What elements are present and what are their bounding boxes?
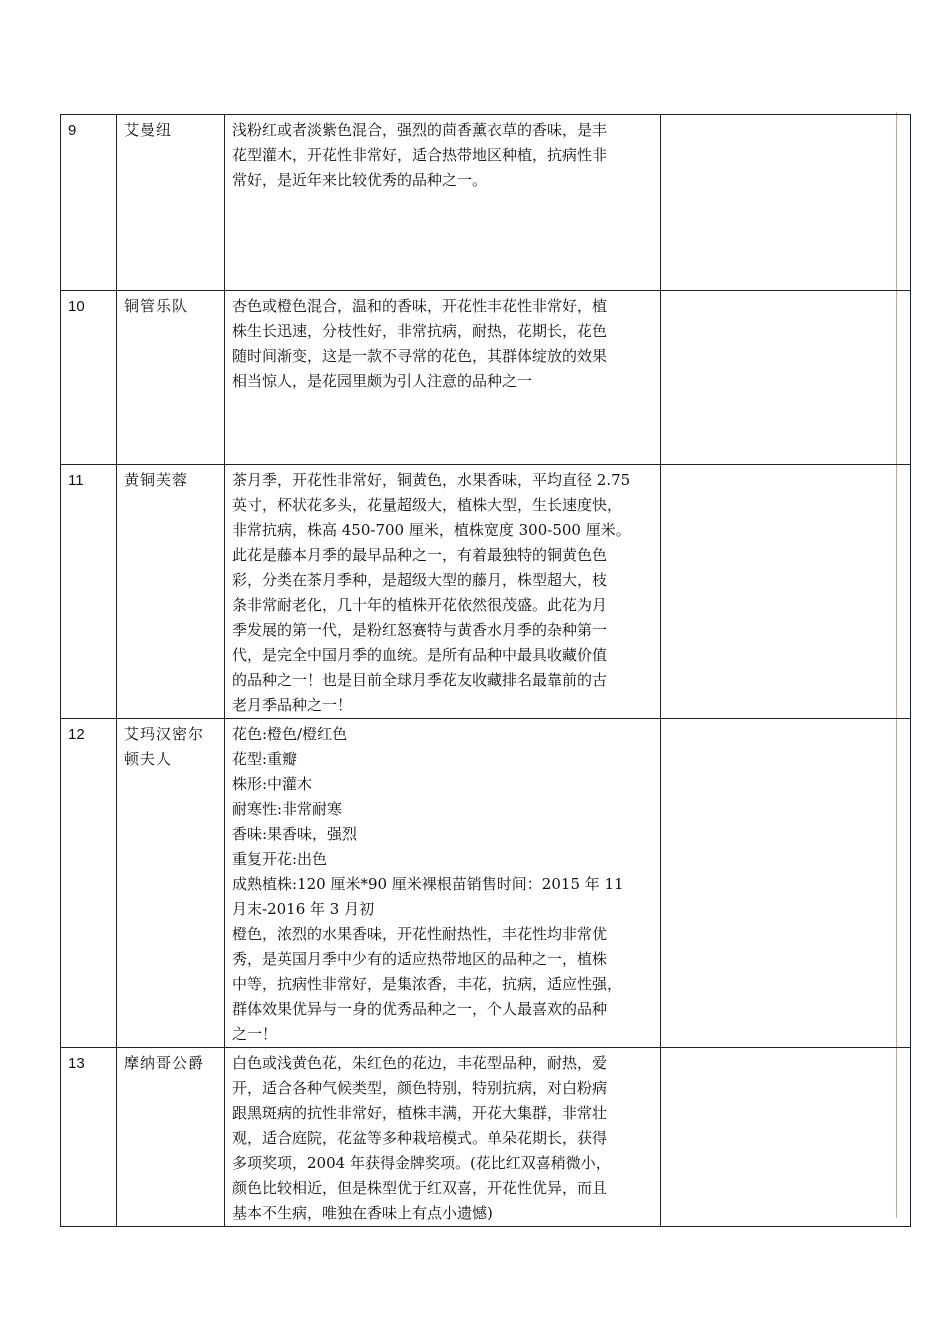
table-row <box>61 1048 911 1227</box>
rose-variety-table <box>60 114 911 1227</box>
variety-name: 摩纳哥公爵 <box>117 1048 225 1227</box>
table-row <box>61 465 911 719</box>
row-number: 12 <box>61 719 117 1048</box>
row-number: 10 <box>61 291 117 465</box>
table-row <box>61 115 911 291</box>
row-number: 9 <box>61 115 117 291</box>
variety-name: 艾曼纽 <box>117 115 225 291</box>
variety-name: 黄铜芙蓉 <box>117 465 225 719</box>
variety-description: 杏色或橙色混合，温和的香味，开花性丰花性非常好，植 株生长迅速，分枝性好，非常抗病，耐热，花期长，花色 随时间渐变，这是一款不寻常的花色，其群体绽放的效果 相当惊人，是花园里颇为引人注意的品种之一 <box>225 291 661 465</box>
variety-description: 花色:橙色/橙红色 花型:重瓣 株形:中灌木 耐寒性:非常耐寒 香味:果香味，强烈 重复开花:出色 成熟植株:120 厘米*90 厘米裸根苗销售时间：2015 年 11 月末-2016 年 3 月初 橙色，浓烈的水果香味，开花性耐热性，丰花性均非常优 秀，是英国月季中少有的适应热带地区的品种之一，植株 中等，抗病性非常好，是集浓香，丰花，抗病，适应性强， 群体效果优异与一身的优秀品种之一，个人最喜欢的品种 之一！ <box>225 719 661 1048</box>
row-number: 11 <box>61 465 117 719</box>
empty-cell <box>661 1048 911 1227</box>
empty-cell <box>661 291 911 465</box>
variety-description: 白色或浅黄色花，朱红色的花边，丰花型品种，耐热，爱 开，适合各种气候类型，颜色特别，特别抗病，对白粉病 跟黑斑病的抗性非常好，植株丰满，开花大集群，非常壮 观，适合庭院，花盆等多种栽培模式。单朵花期长，获得 多项奖项，2004 年获得金牌奖项。(花比红双喜稍微小， 颜色比较相近，但是株型优于红双喜，开花性优异，而且 基本不生病，唯独在香味上有点小遗憾) <box>225 1048 661 1227</box>
empty-cell <box>661 115 911 291</box>
variety-description: 茶月季，开花性非常好，铜黄色，水果香味，平均直径 2.75 英寸，杯状花多头，花量超级大，植株大型，生长速度快， 非常抗病，株高 450-700 厘米，植株宽度 300-500 厘米。 此花是藤本月季的最早品种之一，有着最独特的铜黄色色 彩，分类在茶月季种，是超级大型的藤月，株型超大，枝 条非常耐老化，几十年的植株开花依然很茂盛。此花为月 季发展的第一代，是粉红怒赛特与黄香水月季的杂种第一 代，是完全中国月季的血统。是所有品种中最具收藏价值 的品种之一！也是目前全球月季花友收藏排名最靠前的古 老月季品种之一！ <box>225 465 661 719</box>
table-row <box>61 291 911 465</box>
table-row <box>61 719 911 1048</box>
variety-name: 艾玛汉密尔 顿夫人 <box>117 719 225 1048</box>
variety-description: 浅粉红或者淡紫色混合，强烈的茴香薰衣草的香味，是丰 花型灌木，开花性非常好，适合热带地区种植，抗病性非 常好，是近年来比较优秀的品种之一。 <box>225 115 661 291</box>
variety-name: 铜管乐队 <box>117 291 225 465</box>
empty-cell <box>661 465 911 719</box>
empty-cell <box>661 719 911 1048</box>
row-number: 13 <box>61 1048 117 1227</box>
